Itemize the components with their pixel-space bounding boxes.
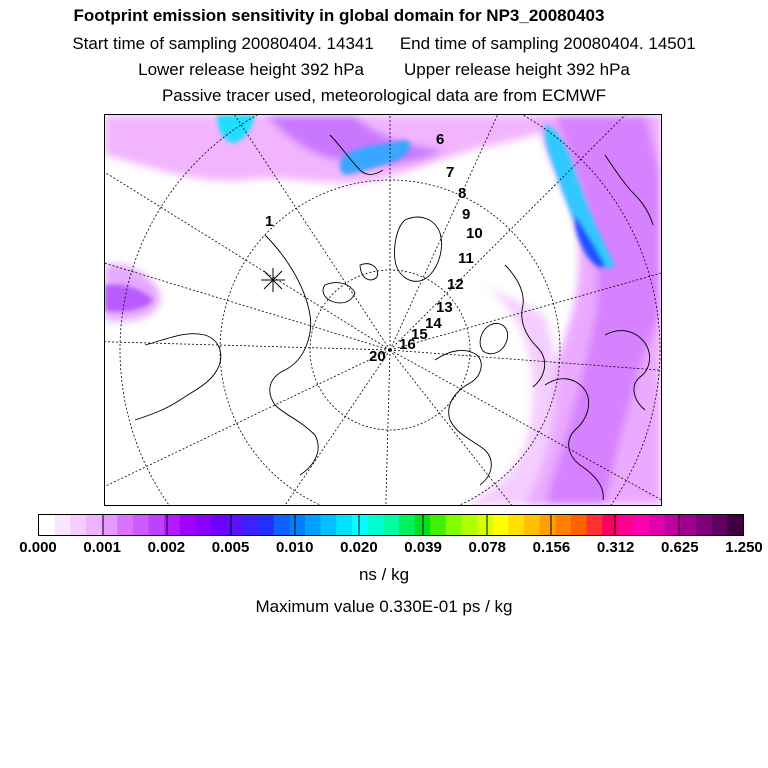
colorbar-swatch (211, 515, 227, 535)
trajectory-label-6: 6 (436, 131, 445, 148)
tracer-note: Passive tracer used, meteorological data are from ECMWF (161, 86, 607, 105)
colorbar-swatch (289, 515, 305, 535)
colorbar-swatch (571, 515, 587, 535)
trajectory-label-9: 9 (462, 206, 471, 223)
colorbar-tick-label: 0.000 (19, 539, 57, 556)
colorbar-swatch (430, 515, 446, 535)
colorbar-swatch (133, 515, 149, 535)
colorbar-tick-label: 0.010 (275, 539, 314, 556)
trajectory-label-15: 15 (411, 326, 428, 343)
alaska-coast (135, 334, 221, 420)
end-time: End time of sampling 20080404. 14501 (399, 34, 696, 53)
trajectory-label-11: 11 (458, 250, 474, 267)
map-canvas (105, 115, 661, 505)
colorbar-swatch (649, 515, 665, 535)
colorbar-swatch (39, 515, 55, 535)
colorbar-swatch (117, 515, 133, 535)
colorbar-swatch (540, 515, 556, 535)
trajectory-label-10: 10 (466, 225, 483, 242)
colorbar-swatch (399, 515, 415, 535)
colorbar-swatch (461, 515, 477, 535)
colorbar-swatch (727, 515, 743, 535)
colorbar-tick-label: 0.312 (596, 539, 635, 556)
siberia-coast (435, 350, 491, 485)
colorbar-tick-label: 0.005 (211, 539, 250, 556)
lower-release-height: Lower release height 392 hPa (138, 60, 364, 79)
colorbar-swatch (524, 515, 540, 535)
colorbar-swatch (242, 515, 258, 535)
colorbar-swatch (618, 515, 634, 535)
arctic-islands (323, 264, 378, 303)
colorbar-swatch (86, 515, 102, 535)
colorbar-swatch (227, 515, 243, 535)
meridian (385, 350, 390, 505)
colorbar-swatch (383, 515, 399, 535)
colorbar-swatch (368, 515, 384, 535)
colorbar-swatch (336, 515, 352, 535)
trajectory-label-7: 7 (446, 164, 455, 181)
colorbar-swatch (352, 515, 368, 535)
colorbar-units: ns / kg (358, 565, 410, 584)
colorbar-tick-label: 0.039 (404, 539, 442, 556)
colorbar-tick-label: 0.625 (661, 539, 699, 556)
meridian (105, 350, 390, 505)
colorbar-swatch (680, 515, 696, 535)
trajectory-label-20: 20 (369, 348, 386, 365)
colorbar-swatch (180, 515, 196, 535)
colorbar-swatch (633, 515, 649, 535)
meridian (105, 340, 390, 350)
colorbar-swatch (712, 515, 728, 535)
sensitivity-field (105, 115, 661, 505)
maximum-value: Maximum value 0.330E-01 ps / kg (255, 597, 513, 616)
colorbar-swatch (274, 515, 290, 535)
colorbar-swatch (602, 515, 618, 535)
colorbar-swatch (70, 515, 86, 535)
colorbar-swatch (493, 515, 509, 535)
colorbar-swatch (696, 515, 712, 535)
colorbar-swatch (258, 515, 274, 535)
colorbar-swatch (555, 515, 571, 535)
footprint-map (104, 114, 662, 506)
colorbar-tick-label: 0.156 (532, 539, 571, 556)
map-title: Footprint emission sensitivity in global domain for NP3_20080403 (73, 6, 605, 25)
trajectory-label-8: 8 (458, 185, 467, 202)
colorbar-swatch (321, 515, 337, 535)
colorbar-swatch (305, 515, 321, 535)
colorbar-tick-label: 1.250 (725, 539, 763, 556)
colorbar-tick-label: 0.020 (340, 539, 378, 556)
scandinavia-coast (480, 323, 507, 353)
colorbar-tick-label: 0.002 (147, 539, 186, 556)
trajectory-label-1: 1 (265, 213, 274, 230)
release-site-marker (261, 268, 285, 292)
greenland-coast (394, 217, 441, 281)
trajectory-label-16: 16 (399, 336, 416, 353)
colorbar (38, 514, 744, 536)
colorbar-tick-label: 0.078 (468, 539, 507, 556)
trajectory-label-14: 14 (425, 315, 442, 332)
colorbar-swatch (149, 515, 165, 535)
colorbar-swatch (55, 515, 71, 535)
colorbar-swatch (508, 515, 524, 535)
trajectory-label-12: 12 (447, 276, 464, 293)
release-heights (0, 60, 768, 80)
colorbar-swatch (446, 515, 462, 535)
colorbar-swatches (39, 515, 743, 535)
colorbar-swatch (587, 515, 603, 535)
start-time: Start time of sampling 20080404. 14341 (72, 34, 374, 53)
trajectory-label-13: 13 (436, 299, 453, 316)
sampling-times (0, 34, 768, 54)
colorbar-tick-label: 0.001 (83, 539, 121, 556)
upper-release-height: Upper release height 392 hPa (404, 60, 630, 79)
colorbar-swatch (195, 515, 211, 535)
colorbar-swatch (477, 515, 493, 535)
colorbar-swatch (102, 515, 118, 535)
